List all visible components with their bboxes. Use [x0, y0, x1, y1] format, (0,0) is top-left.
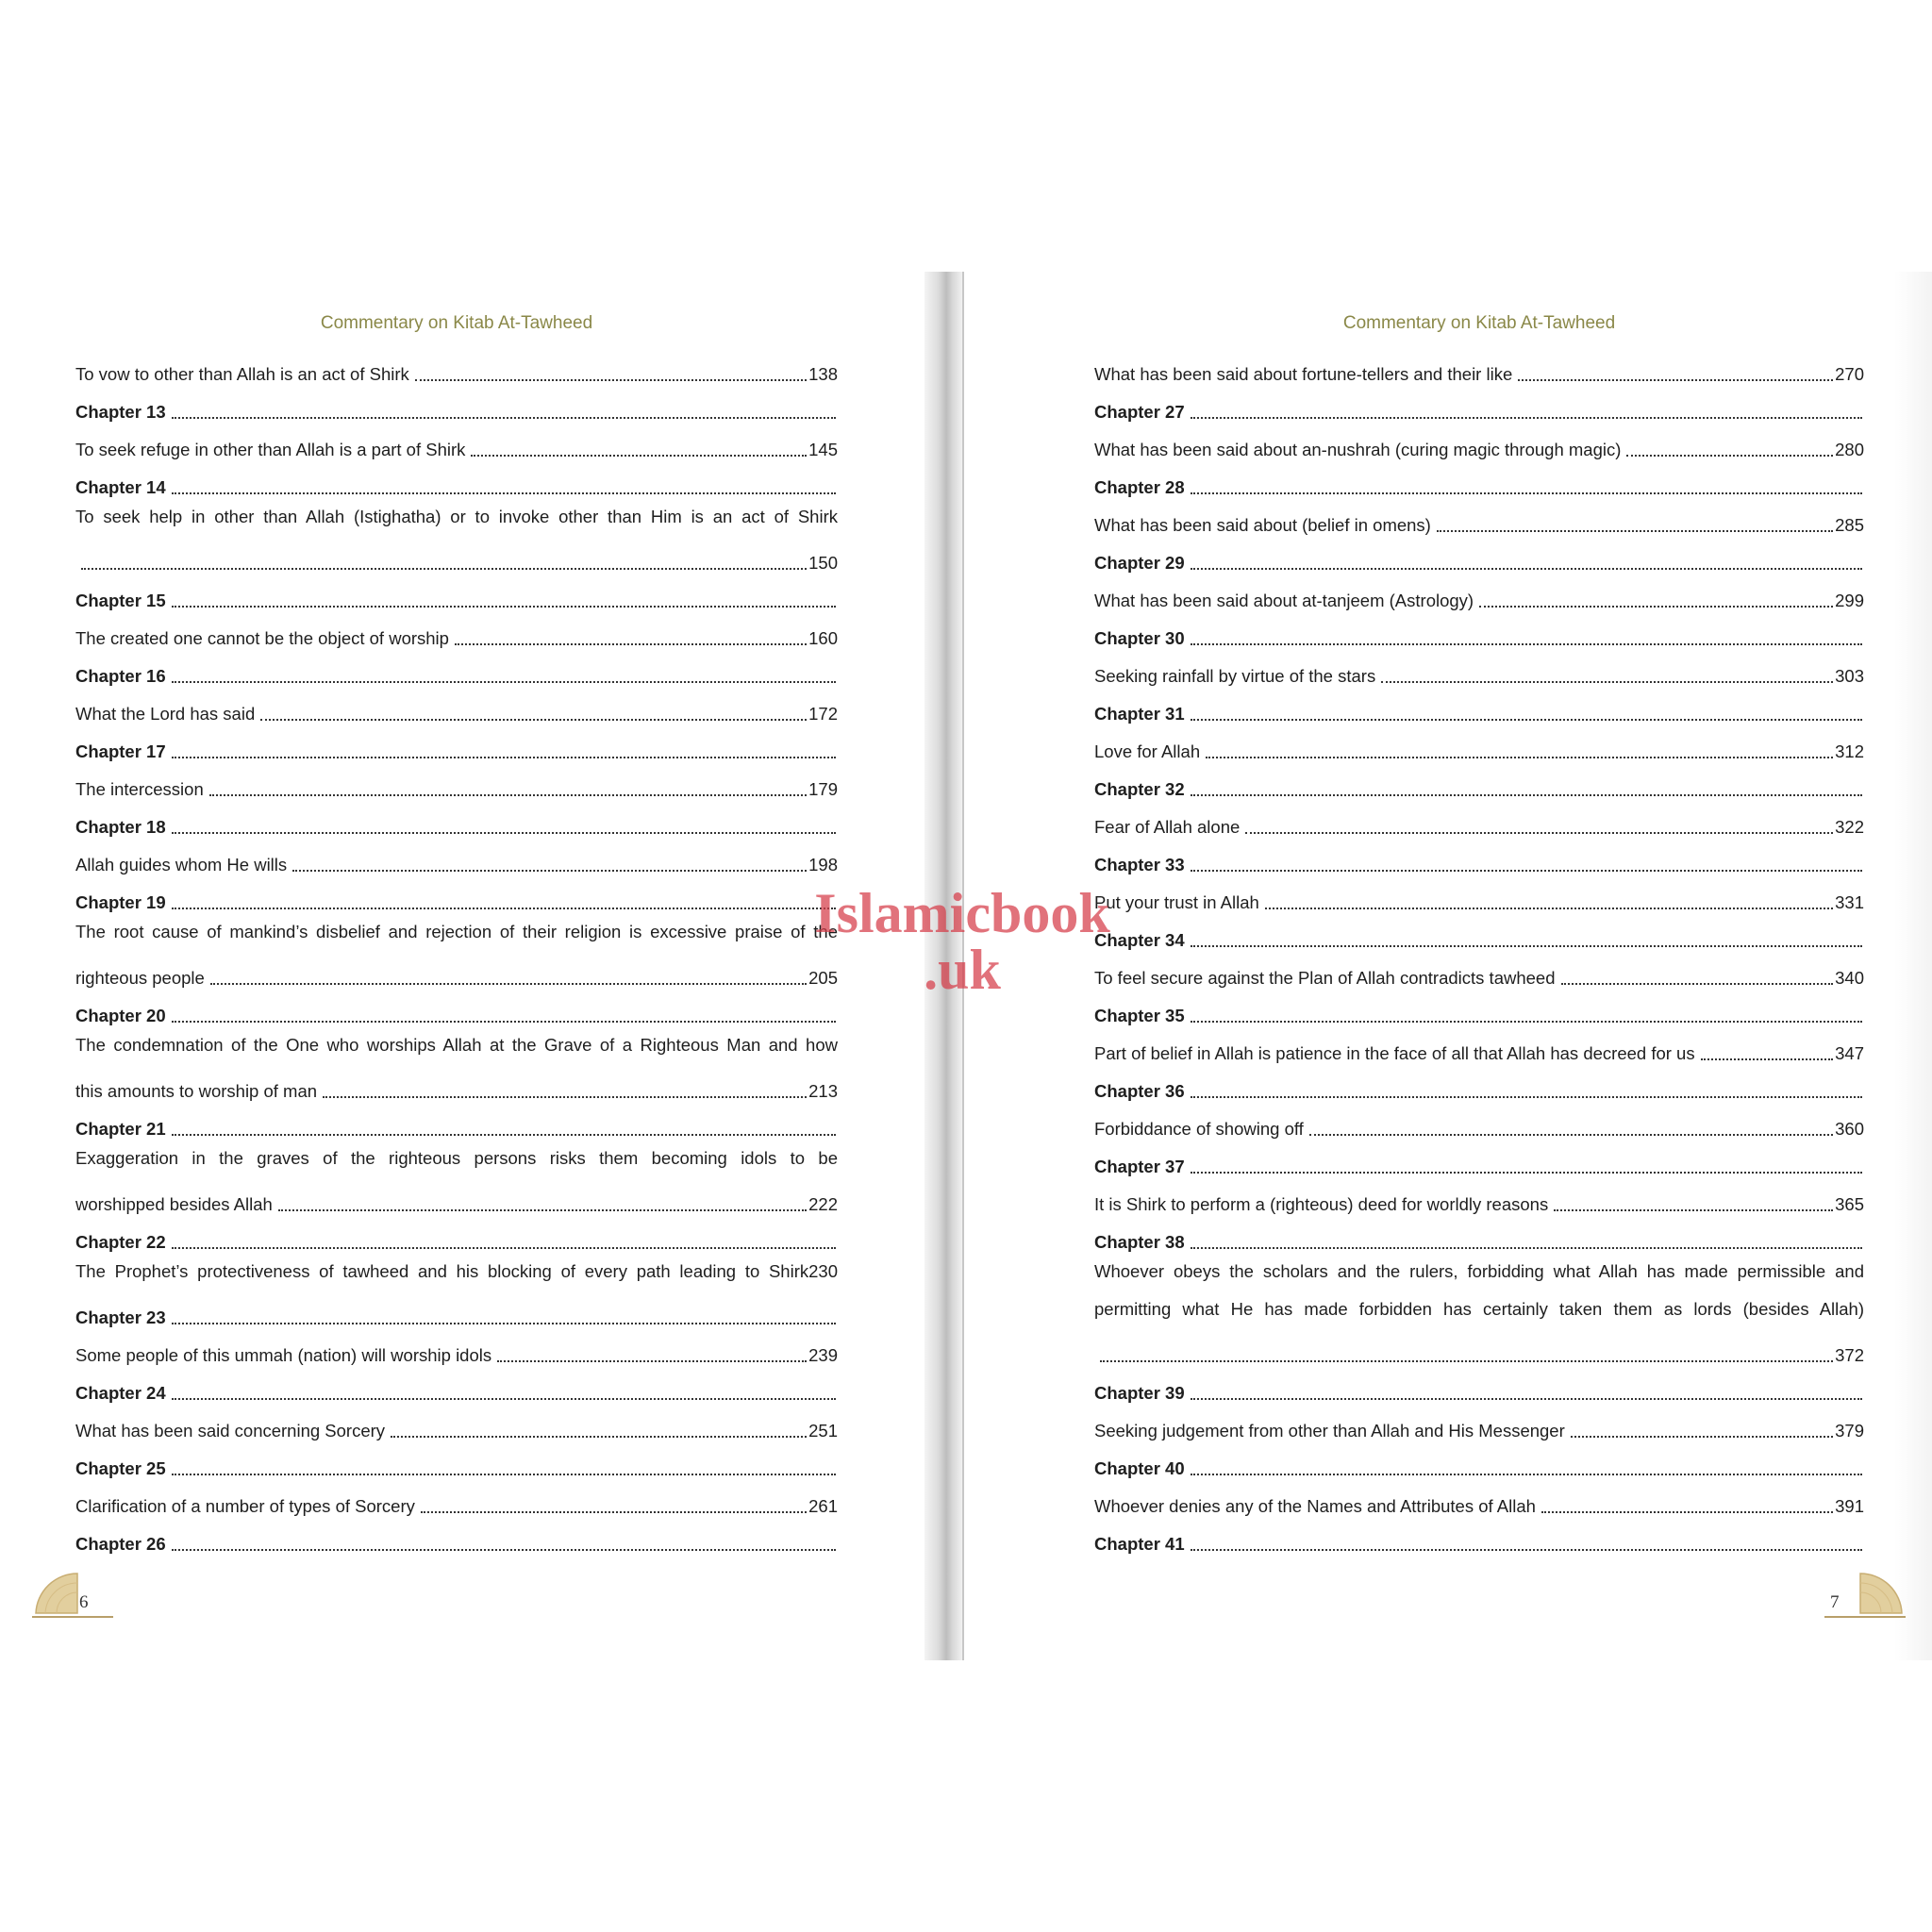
- toc-leader-dots: [1206, 756, 1833, 758]
- toc-entry: [1094, 1291, 1864, 1328]
- page-number-rule: [32, 1616, 113, 1618]
- toc-entry: [75, 762, 838, 800]
- toc-leader-dots: [455, 642, 807, 645]
- toc-chapter-heading: [1094, 1366, 1864, 1404]
- toc-entry-title: Exaggeration in the graves of the righteous persons risks them becoming idols to be: [75, 1148, 838, 1168]
- toc-chapter-heading: [75, 649, 838, 687]
- toc-page-number: 303: [1835, 666, 1864, 686]
- toc-entry-title: Fear of Allah alone: [1094, 817, 1241, 837]
- page-corner-ornament-icon: [1857, 1570, 1906, 1615]
- toc-chapter-label: Chapter 34: [1094, 930, 1185, 950]
- toc-leader-dots: [1191, 567, 1862, 570]
- toc-chapter-label: Chapter 30: [1094, 628, 1185, 648]
- toc-leader-dots: [172, 1246, 836, 1249]
- toc-chapter-heading: [1094, 989, 1864, 1026]
- toc-page-number: 261: [808, 1496, 838, 1516]
- toc-leader-dots: [172, 756, 836, 758]
- toc-entry: [75, 1328, 838, 1366]
- toc-chapter-heading: [1094, 611, 1864, 649]
- toc-leader-dots: [1309, 1133, 1833, 1136]
- toc-entry-title: righteous people: [75, 968, 205, 988]
- toc-entry-title: worshipped besides Allah: [75, 1194, 273, 1214]
- toc-leader-dots: [1265, 907, 1833, 909]
- toc-entry-title: Some people of this ummah (nation) will worship idols: [75, 1345, 492, 1365]
- toc-chapter-label: Chapter 40: [1094, 1458, 1185, 1478]
- toc-entry-title: Part of belief in Allah is patience in the face of all that Allah has decreed for us: [1094, 1043, 1695, 1063]
- toc-page-number: 340: [1835, 968, 1864, 988]
- toc-entry-title: Seeking judgement from other than Allah and His Messenger: [1094, 1421, 1565, 1441]
- toc-chapter-heading: [1094, 1215, 1864, 1253]
- toc-entry-title: To vow to other than Allah is an act of Shirk: [75, 364, 409, 384]
- toc-leader-dots: [1245, 831, 1833, 834]
- toc-chapter-label: Chapter 17: [75, 741, 166, 761]
- toc-chapter-label: Chapter 32: [1094, 779, 1185, 799]
- toc-entry: [75, 1064, 838, 1102]
- toc-chapter-heading: [1094, 1064, 1864, 1102]
- toc-page-number: 222: [808, 1194, 838, 1214]
- toc-entry: [1094, 1253, 1864, 1291]
- toc-page-number: 299: [1835, 591, 1864, 610]
- toc-page-number: 391: [1835, 1496, 1864, 1516]
- toc-page-number: 198: [808, 855, 838, 874]
- toc-entry-title: Forbiddance of showing off: [1094, 1119, 1304, 1139]
- toc-entry: [1094, 951, 1864, 989]
- toc-entry: [75, 951, 838, 989]
- toc-entry-title: Put your trust in Allah: [1094, 892, 1259, 912]
- toc-chapter-heading: [75, 574, 838, 611]
- toc-entry: [1094, 498, 1864, 536]
- toc-chapter-heading: [75, 1441, 838, 1479]
- toc-leader-dots: [1191, 718, 1862, 721]
- toc-page-number: 322: [1835, 817, 1864, 837]
- toc-leader-dots: [292, 869, 807, 872]
- toc-entry: [75, 1026, 838, 1064]
- toc-chapter-heading: [1094, 762, 1864, 800]
- toc-entry: [1094, 649, 1864, 687]
- toc-page-number: 331: [1835, 892, 1864, 912]
- toc-chapter-heading: [75, 724, 838, 762]
- toc-page-number: 365: [1835, 1194, 1864, 1214]
- toc-chapter-heading: [75, 1102, 838, 1140]
- toc-leader-dots: [1701, 1058, 1834, 1060]
- toc-leader-dots: [1626, 454, 1833, 457]
- toc-entry-title: To seek help in other than Allah (Istighatha) or to invoke other than Him is an act of Shirk: [75, 507, 838, 526]
- toc-leader-dots: [260, 718, 807, 721]
- toc-chapter-label: Chapter 33: [1094, 855, 1185, 874]
- toc-chapter-label: Chapter 27: [1094, 402, 1185, 422]
- toc-chapter-heading: [1094, 1517, 1864, 1555]
- toc-chapter-heading: [75, 800, 838, 838]
- toc-chapter-heading: [75, 1517, 838, 1555]
- toc-page-number: 239: [808, 1345, 838, 1365]
- toc-entry: [75, 1404, 838, 1441]
- toc-chapter-heading: [75, 989, 838, 1026]
- toc-entry: [75, 347, 838, 385]
- toc-page-number: 160: [808, 628, 838, 648]
- toc-leader-dots: [1100, 1359, 1833, 1362]
- toc-page-number: 379: [1835, 1421, 1864, 1441]
- running-head: Commentary on Kitab At-Tawheed: [320, 313, 593, 333]
- watermark-line: .uk: [924, 939, 1001, 1001]
- toc-entry: [1094, 800, 1864, 838]
- toc-leader-dots: [1191, 491, 1862, 494]
- toc-leader-dots: [421, 1510, 807, 1513]
- toc-page-number: 179: [808, 779, 838, 799]
- toc-leader-dots: [497, 1359, 807, 1362]
- toc-chapter-label: Chapter 15: [75, 591, 166, 610]
- toc-page-number: 145: [808, 440, 838, 459]
- toc-entry: [75, 1177, 838, 1215]
- toc-entry: [75, 687, 838, 724]
- watermark: [802, 882, 1123, 1001]
- toc-list: [75, 347, 838, 1555]
- running-head: Commentary on Kitab At-Tawheed: [1342, 313, 1616, 333]
- toc-entry: [1094, 574, 1864, 611]
- toc-chapter-label: Chapter 38: [1094, 1232, 1185, 1252]
- toc-chapter-label: Chapter 13: [75, 402, 166, 422]
- toc-page-number: 213: [808, 1081, 838, 1101]
- toc-chapter-heading: [75, 875, 838, 913]
- toc-page-number: 372: [1835, 1345, 1864, 1365]
- toc-entry: [1094, 1177, 1864, 1215]
- watermark-line: Islamicbook: [814, 882, 1110, 944]
- toc-chapter-heading: [75, 1215, 838, 1253]
- toc-leader-dots: [1191, 1246, 1862, 1249]
- toc-entry: [1094, 1102, 1864, 1140]
- toc-leader-dots: [471, 454, 807, 457]
- toc-entry-title: Whoever denies any of the Names and Attributes of Allah: [1094, 1496, 1536, 1516]
- toc-chapter-heading: [1094, 460, 1864, 498]
- toc-chapter-heading: [75, 1366, 838, 1404]
- toc-leader-dots: [172, 680, 836, 683]
- toc-chapter-label: Chapter 14: [75, 477, 166, 497]
- toc-entry: [75, 1140, 838, 1177]
- toc-entry: [75, 838, 838, 875]
- toc-leader-dots: [1191, 1095, 1862, 1098]
- toc-entry-title: Clarification of a number of types of Sorcery: [75, 1496, 415, 1516]
- toc-leader-dots: [1191, 1397, 1862, 1400]
- toc-list: [1094, 347, 1864, 1555]
- toc-chapter-heading: [75, 460, 838, 498]
- toc-leader-dots: [1191, 1473, 1862, 1475]
- toc-page-number: 251: [808, 1421, 838, 1441]
- toc-leader-dots: [172, 605, 836, 608]
- toc-page-number: 347: [1835, 1043, 1864, 1063]
- toc-chapter-label: Chapter 39: [1094, 1383, 1185, 1403]
- page-number-rule: [1824, 1616, 1906, 1618]
- toc-page-number: 150: [808, 553, 838, 573]
- toc-entry-title: Allah guides whom He wills: [75, 855, 288, 874]
- toc-chapter-label: Chapter 22: [75, 1232, 166, 1252]
- toc-chapter-label: Chapter 21: [75, 1119, 166, 1139]
- toc-leader-dots: [1191, 1548, 1862, 1551]
- toc-entry: [1094, 724, 1864, 762]
- toc-entry-title: What has been said about (belief in omens): [1094, 515, 1431, 535]
- toc-leader-dots: [1381, 680, 1833, 683]
- toc-entry-title: Whoever obeys the scholars and the rulers, forbidding what Allah has made permissible and: [1094, 1261, 1864, 1281]
- toc-entry-title: this amounts to worship of man: [75, 1081, 318, 1101]
- toc-leader-dots: [1518, 378, 1833, 381]
- toc-leader-dots: [1541, 1510, 1833, 1513]
- toc-chapter-label: Chapter 16: [75, 666, 166, 686]
- toc-page-number: 280: [1835, 440, 1864, 459]
- toc-entry-title: What has been said about at-tanjeem (Astrology): [1094, 591, 1474, 610]
- toc-leader-dots: [1191, 1171, 1862, 1174]
- toc-leader-dots: [1191, 1020, 1862, 1023]
- toc-leader-dots: [391, 1435, 807, 1438]
- toc-leader-dots: [172, 1397, 836, 1400]
- toc-chapter-heading: [75, 1291, 838, 1328]
- toc-entry: [75, 423, 838, 460]
- toc-leader-dots: [1191, 642, 1862, 645]
- toc-entry-title: Love for Allah: [1094, 741, 1201, 761]
- toc-page-number: 205: [808, 968, 838, 988]
- toc-leader-dots: [172, 491, 836, 494]
- toc-chapter-heading: [1094, 838, 1864, 875]
- toc-leader-dots: [415, 378, 807, 381]
- toc-entry-title: Seeking rainfall by virtue of the stars: [1094, 666, 1376, 686]
- page-corner-ornament-icon: [32, 1570, 81, 1615]
- toc-page-number: 360: [1835, 1119, 1864, 1139]
- toc-entry-title: The created one cannot be the object of worship: [75, 628, 449, 648]
- toc-chapter-label: Chapter 41: [1094, 1534, 1185, 1554]
- toc-chapter-heading: [75, 385, 838, 423]
- toc-entry-title: What the Lord has said: [75, 704, 256, 724]
- toc-leader-dots: [1191, 793, 1862, 796]
- toc-leader-dots: [172, 416, 836, 419]
- toc-chapter-heading: [1094, 385, 1864, 423]
- toc-entry: [75, 1253, 838, 1291]
- toc-leader-dots: [172, 1322, 836, 1324]
- toc-entry: [1094, 1328, 1864, 1366]
- toc-entry: [1094, 1026, 1864, 1064]
- toc-leader-dots: [172, 1020, 836, 1023]
- toc-chapter-heading: [1094, 1140, 1864, 1177]
- toc-page-number: 312: [1835, 741, 1864, 761]
- toc-chapter-label: Chapter 28: [1094, 477, 1185, 497]
- toc-entry: [1094, 423, 1864, 460]
- toc-leader-dots: [1191, 416, 1862, 419]
- toc-entry: [75, 611, 838, 649]
- toc-leader-dots: [1554, 1208, 1833, 1211]
- toc-chapter-label: Chapter 19: [75, 892, 166, 912]
- toc-chapter-label: Chapter 26: [75, 1534, 166, 1554]
- toc-entry: [1094, 347, 1864, 385]
- toc-entry: [75, 1479, 838, 1517]
- toc-chapter-heading: [1094, 536, 1864, 574]
- toc-leader-dots: [172, 831, 836, 834]
- toc-chapter-heading: [1094, 913, 1864, 951]
- toc-leader-dots: [209, 793, 807, 796]
- toc-chapter-label: Chapter 37: [1094, 1157, 1185, 1176]
- toc-entry: [1094, 1404, 1864, 1441]
- toc-leader-dots: [1437, 529, 1833, 532]
- toc-entry-title: What has been said about fortune-tellers and their like: [1094, 364, 1513, 384]
- page-number: 6: [79, 1592, 89, 1612]
- toc-entry-title: To feel secure against the Plan of Allah contradicts tawheed: [1094, 968, 1556, 988]
- toc-chapter-label: Chapter 36: [1094, 1081, 1185, 1101]
- toc-chapter-label: Chapter 29: [1094, 553, 1185, 573]
- toc-chapter-label: Chapter 20: [75, 1006, 166, 1025]
- toc-chapter-label: Chapter 35: [1094, 1006, 1185, 1025]
- toc-page-number: 172: [808, 704, 838, 724]
- toc-chapter-heading: [1094, 687, 1864, 724]
- toc-entry-title: The root cause of mankind’s disbelief and rejection of their religion is excessive praise of the: [75, 922, 838, 941]
- toc-entry-title: What has been said concerning Sorcery: [75, 1421, 386, 1441]
- toc-leader-dots: [278, 1208, 807, 1211]
- toc-leader-dots: [1561, 982, 1834, 985]
- toc-leader-dots: [172, 1473, 836, 1475]
- toc-entry-title: What has been said about an-nushrah (curing magic through magic): [1094, 440, 1622, 459]
- toc-page-number: 285: [1835, 515, 1864, 535]
- toc-entry: [75, 536, 838, 574]
- toc-leader-dots: [172, 907, 836, 909]
- toc-entry: [75, 913, 838, 951]
- toc-entry: [1094, 1479, 1864, 1517]
- toc-page-number: 270: [1835, 364, 1864, 384]
- toc-leader-dots: [1191, 869, 1862, 872]
- toc-entry-title: The intercession: [75, 779, 204, 799]
- toc-chapter-label: Chapter 25: [75, 1458, 166, 1478]
- toc-leader-dots: [1479, 605, 1833, 608]
- toc-chapter-heading: [1094, 1441, 1864, 1479]
- toc-chapter-label: Chapter 24: [75, 1383, 166, 1403]
- toc-chapter-label: Chapter 23: [75, 1307, 166, 1327]
- toc-entry-title: It is Shirk to perform a (righteous) deed for worldly reasons: [1094, 1194, 1549, 1214]
- toc-entry-title: To seek refuge in other than Allah is a part of Shirk: [75, 440, 466, 459]
- toc-leader-dots: [1191, 944, 1862, 947]
- toc-leader-dots: [81, 567, 807, 570]
- toc-leader-dots: [172, 1548, 836, 1551]
- toc-leader-dots: [1571, 1435, 1833, 1438]
- toc-leader-dots: [210, 982, 807, 985]
- toc-entry: [75, 498, 838, 536]
- toc-entry: [1094, 875, 1864, 913]
- toc-leader-dots: [323, 1095, 807, 1098]
- toc-entry-title: The Prophet’s protectiveness of tawheed and his blocking of every path leading to Shirk230: [75, 1261, 838, 1281]
- toc-entry-title: permitting what He has made forbidden has certainly taken them as lords (besides Allah): [1094, 1299, 1864, 1319]
- toc-entry-title: The condemnation of the One who worships Allah at the Grave of a Righteous Man and how: [75, 1035, 838, 1055]
- toc-page-number: 138: [808, 364, 838, 384]
- toc-chapter-label: Chapter 18: [75, 817, 166, 837]
- page-number: 7: [1830, 1592, 1840, 1612]
- toc-leader-dots: [172, 1133, 836, 1136]
- page-edge: [1894, 272, 1932, 1660]
- toc-chapter-label: Chapter 31: [1094, 704, 1185, 724]
